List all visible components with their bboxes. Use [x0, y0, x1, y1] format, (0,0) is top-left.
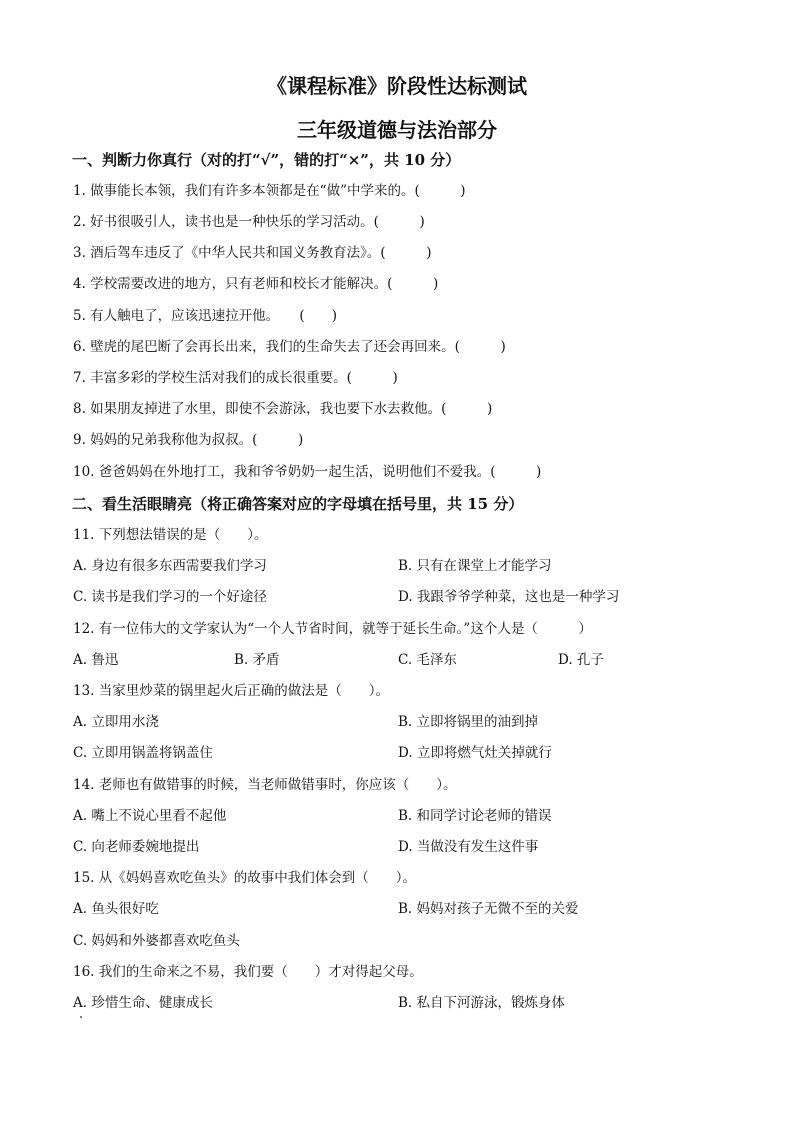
question-stem: 14. 老师也有做错事的时候，当老师做错事时，你应该（ ）。 — [73, 777, 457, 793]
question-stem: 11. 下列想法错误的是（ ）。 — [73, 527, 268, 543]
stray-mark — [80, 1016, 82, 1018]
question-item: 9. 妈妈的兄弟我称他为叔叔。( ) — [73, 432, 304, 448]
section-heading: 一、判断力你真行（对的打“√”，错的打“×”，共 10 分） — [72, 151, 461, 169]
option-c: C. 读书是我们学习的一个好途径 — [73, 589, 267, 605]
option-a: A. 身边有很多东西需要我们学习 — [73, 558, 267, 574]
option-b: B. 妈妈对孩子无微不至的关爱 — [398, 901, 579, 917]
question-item: 4. 学校需要改进的地方，只有老师和校长才能解决。( ) — [73, 276, 439, 292]
section-heading: 二、看生活眼睛亮（将正确答案对应的字母填在括号里，共 15 分） — [72, 495, 524, 513]
option-b: B. 只有在课堂上才能学习 — [398, 558, 552, 574]
question-item: 7. 丰富多彩的学校生活对我们的成长很重要。( ) — [73, 370, 398, 386]
question-item: 2. 好书很吸引人，读书也是一种快乐的学习活动。( ) — [73, 214, 425, 230]
question-item: 1. 做事能长本领，我们有许多本领都是在“做”中学来的。( ) — [73, 183, 466, 199]
page-subtitle: 三年级道德与法治部分 — [297, 118, 497, 142]
option-d: D. 立即将燃气灶关掉就行 — [398, 745, 552, 761]
option-c: C. 向老师委婉地提出 — [73, 839, 200, 855]
option-d: D. 我跟爷爷学种菜，这也是一种学习 — [398, 589, 620, 605]
question-stem: 16. 我们的生命来之不易，我们要（ ）才对得起父母。 — [73, 964, 423, 980]
option-a: A. 鲁迅 — [73, 652, 119, 668]
question-item: 3. 酒后驾车违反了《中华人民共和国义务教育法》。( ) — [73, 245, 432, 261]
page-title: 《课程标准》阶段性达标测试 — [267, 74, 527, 98]
option-a: A. 鱼头很好吃 — [73, 901, 159, 917]
question-stem: 13. 当家里炒菜的锅里起火后正确的做法是（ ）。 — [73, 683, 390, 699]
question-item: 5. 有人触电了，应该迅速拉开他。 ( ) — [73, 308, 337, 324]
question-stem: 12. 有一位伟大的文学家认为“一个人节省时间，就等于延长生命。”这个人是（ ） — [73, 621, 592, 637]
option-b: B. 立即将锅里的油到掉 — [398, 714, 539, 730]
option-c: C. 妈妈和外婆都喜欢吃鱼头 — [73, 933, 240, 949]
option-c: C. 立即用锅盖将锅盖住 — [73, 745, 213, 761]
option-b: B. 和同学讨论老师的错误 — [398, 808, 552, 824]
question-item: 10. 爸爸妈妈在外地打工，我和爷爷奶奶一起生活，说明他们不爱我。( ) — [73, 464, 542, 480]
option-a: A. 珍惜生命、健康成长 — [73, 995, 213, 1011]
question-item: 6. 壁虎的尾巴断了会再长出来，我们的生命失去了还会再回来。( ) — [73, 339, 506, 355]
option-a: A. 立即用水浇 — [73, 714, 159, 730]
option-c: C. 毛泽东 — [398, 652, 457, 668]
option-b: B. 私自下河游泳，锻炼身体 — [398, 995, 566, 1011]
question-item: 8. 如果朋友掉进了水里，即使不会游泳，我也要下水去救他。( ) — [73, 401, 493, 417]
option-d: D. 当做没有发生这件事 — [398, 839, 539, 855]
option-b: B. 矛盾 — [234, 652, 280, 668]
question-stem: 15. 从《妈妈喜欢吃鱼头》的故事中我们体会到（ ）。 — [73, 870, 417, 886]
option-a: A. 嘴上不说心里看不起他 — [73, 808, 227, 824]
option-d: D. 孔子 — [558, 652, 604, 668]
